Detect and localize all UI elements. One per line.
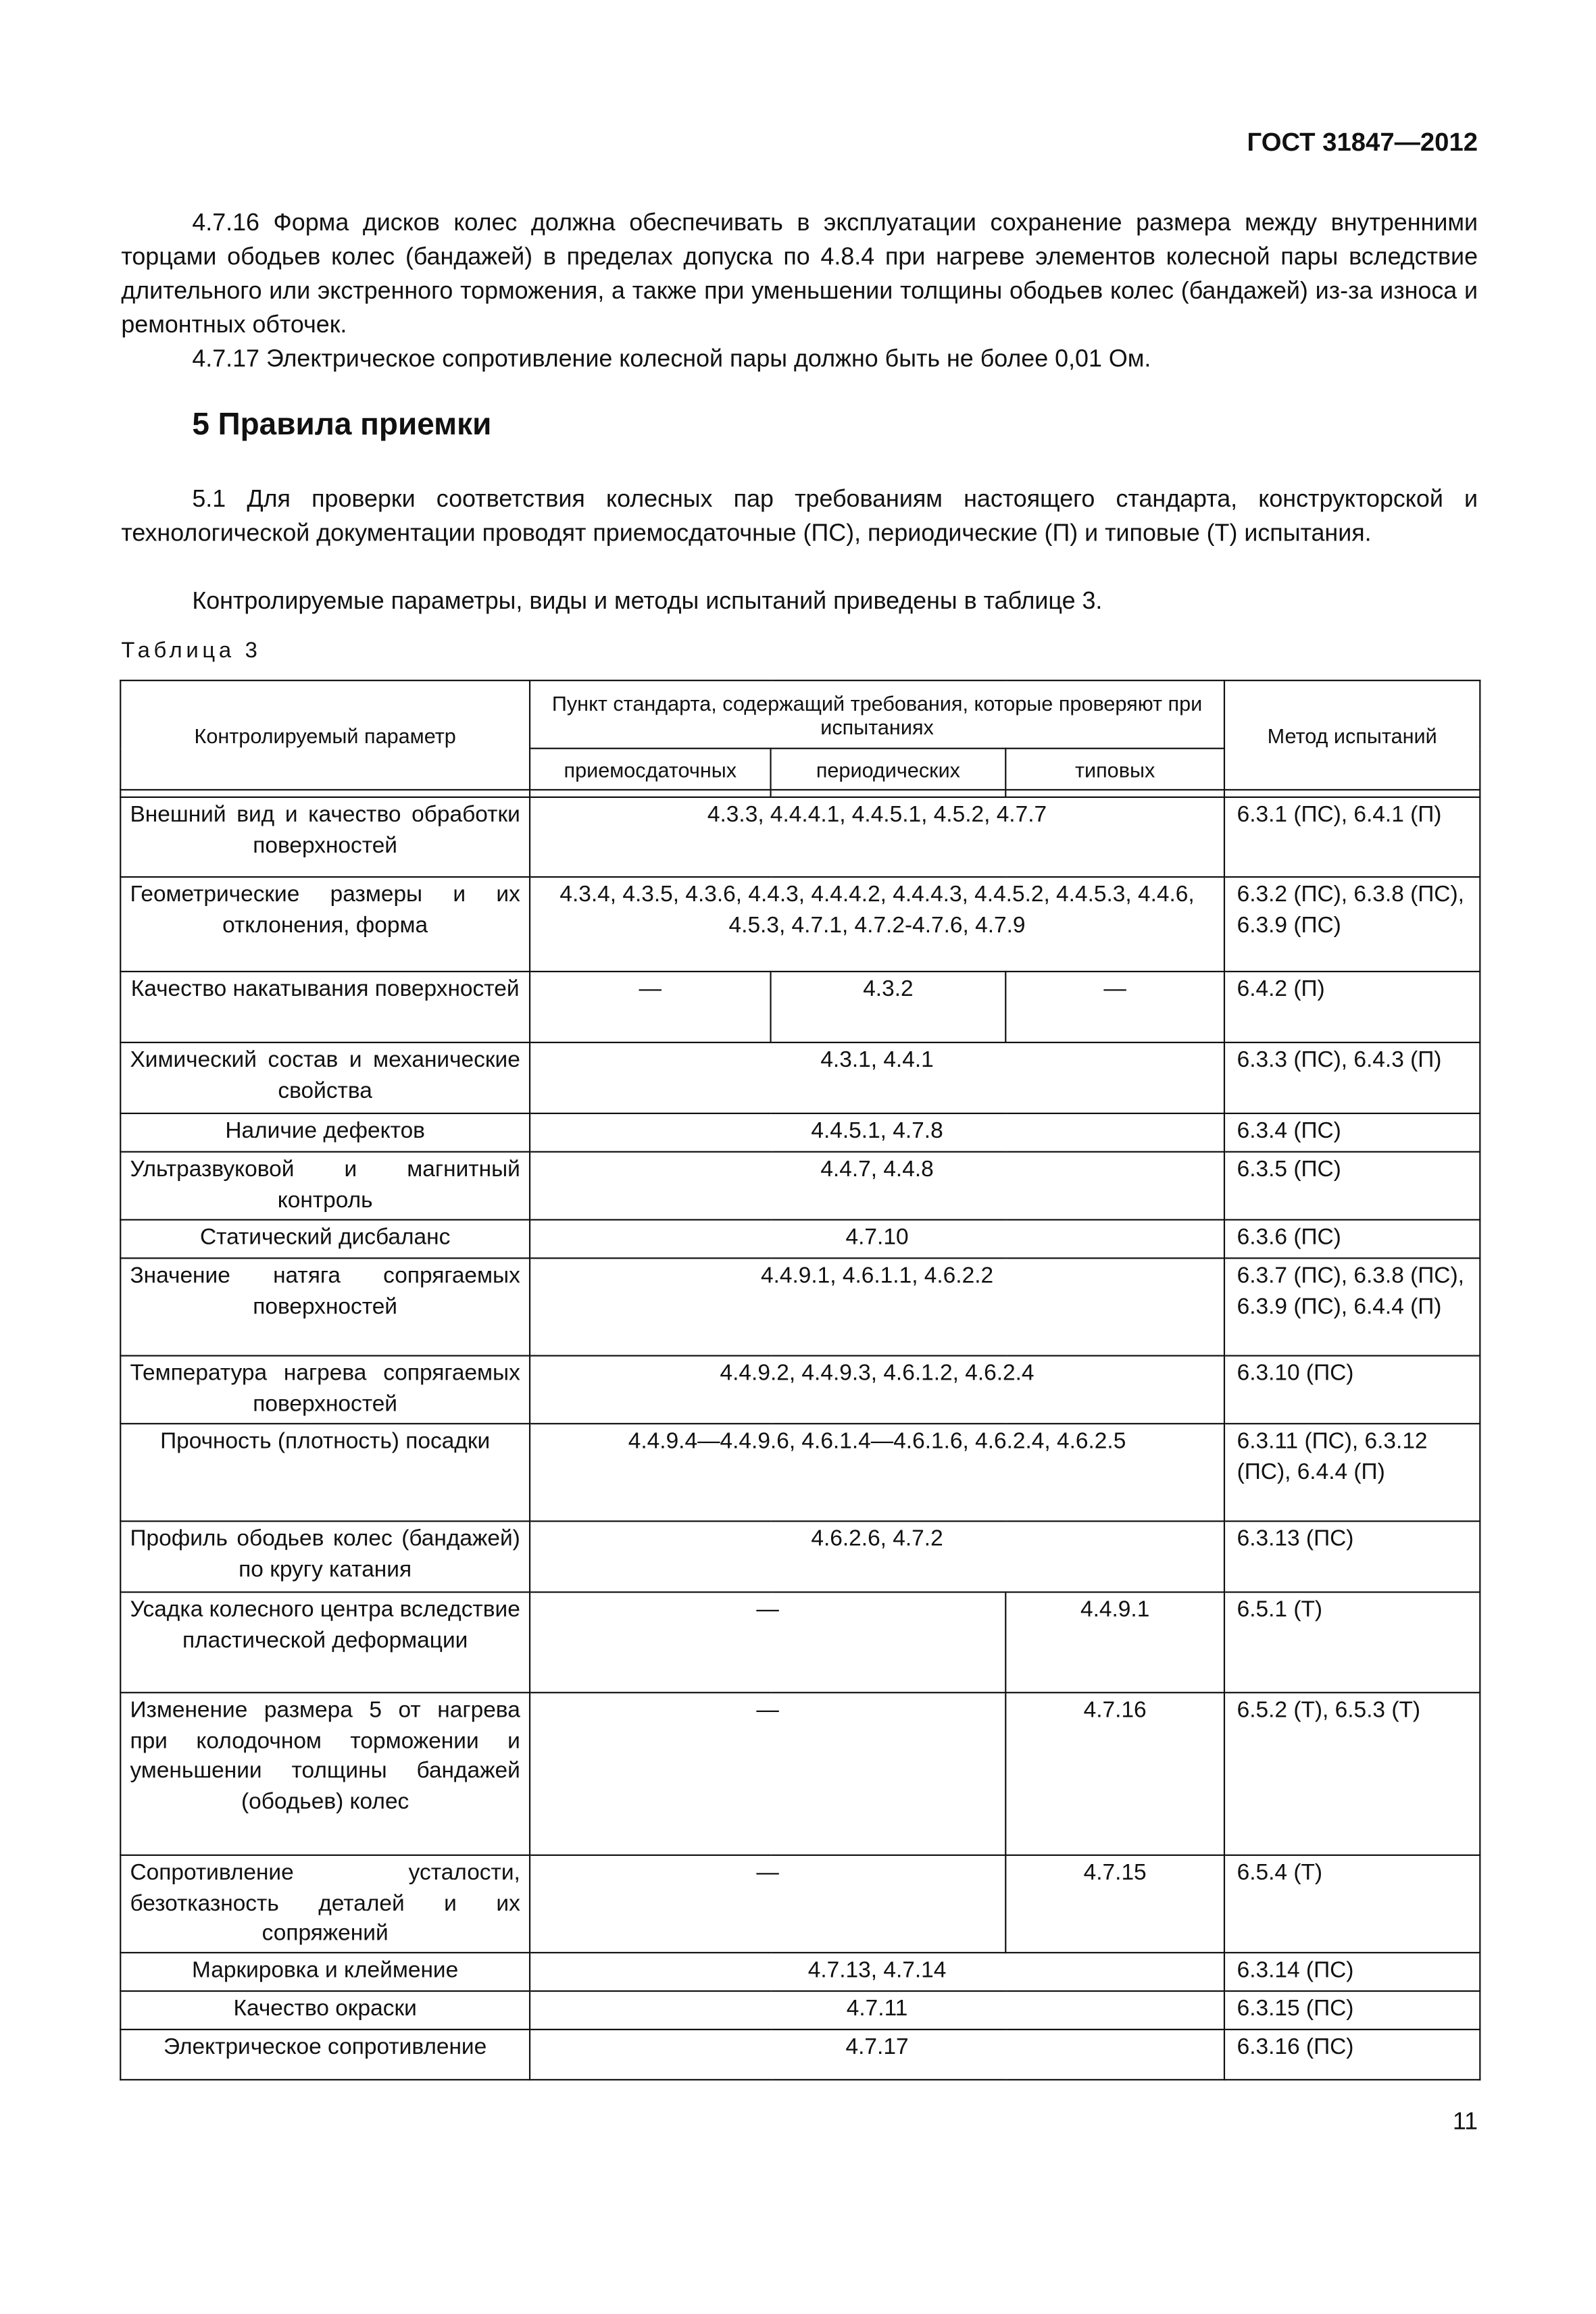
table-row xyxy=(120,972,1480,1042)
table-row xyxy=(120,797,1480,877)
clause-cell: 4.3.1, 4.4.1 xyxy=(530,1042,1224,1113)
section-title: 5 Правила приемки xyxy=(192,407,492,442)
clause-cell: 4.3.4, 4.3.5, 4.3.6, 4.4.3, 4.4.4.2, 4.4.4.3, 4.4.5.2, 4.4.5.3, 4.4.6, 4.5.3, 4.7.1, 4.7.2-4.7.6, 4.7.9 xyxy=(530,877,1224,972)
param-cell: Температура нагрева сопрягаемых поверхностей xyxy=(120,1356,530,1424)
method-cell: 6.3.5 (ПС) xyxy=(1224,1152,1480,1220)
header-param: Контролируемый параметр xyxy=(120,680,530,790)
spacer-cell xyxy=(530,790,770,797)
acceptance-cell: — xyxy=(530,972,770,1042)
method-cell: 6.3.13 (ПС) xyxy=(1224,1521,1480,1592)
table-row xyxy=(120,1356,1480,1424)
table-row xyxy=(120,1042,1480,1113)
method-cell: 6.3.4 (ПС) xyxy=(1224,1113,1480,1152)
clause-cell: 4.7.13, 4.7.14 xyxy=(530,1953,1224,1991)
table-row xyxy=(120,1424,1480,1521)
table-row xyxy=(120,1692,1480,1855)
method-cell: 6.3.3 (ПС), 6.4.3 (П) xyxy=(1224,1042,1480,1113)
clause-cell: 4.4.5.1, 4.7.8 xyxy=(530,1113,1224,1152)
param-cell: Изменение размера 5 от нагрева при колодочном торможении и уменьшении толщины бандажей (ободьев) колес xyxy=(120,1692,530,1855)
periodic-cell: 4.3.2 xyxy=(771,972,1006,1042)
type-cell: 4.7.15 xyxy=(1005,1855,1224,1953)
param-cell: Прочность (плотность) посадки xyxy=(120,1424,530,1521)
clause-cell: 4.7.11 xyxy=(530,1991,1224,2030)
method-cell: 6.5.4 (Т) xyxy=(1224,1855,1480,1953)
param-cell: Химический состав и механические свойства xyxy=(120,1042,530,1113)
header-periodic: периодических xyxy=(771,749,1006,790)
method-cell: 6.3.16 (ПС) xyxy=(1224,2030,1480,2080)
spacer-cell xyxy=(771,790,1006,797)
type-cell: 4.7.16 xyxy=(1005,1692,1224,1855)
method-cell: 6.3.10 (ПС) xyxy=(1224,1356,1480,1424)
param-cell: Профиль ободьев колес (бандажей) по кругу катания xyxy=(120,1521,530,1592)
header-method: Метод испытаний xyxy=(1224,680,1480,790)
acceptance-periodic-cell: — xyxy=(530,1855,1005,1953)
spacer-cell xyxy=(1224,790,1480,797)
method-cell: 6.3.7 (ПС), 6.3.8 (ПС), 6.3.9 (ПС), 6.4.4 (П) xyxy=(1224,1258,1480,1355)
document-header-id: ГОСТ 31847—2012 xyxy=(1247,127,1478,157)
table-row xyxy=(120,1991,1480,2030)
param-cell: Электрическое сопротивление xyxy=(120,2030,530,2080)
table-spacer-row xyxy=(120,790,1480,797)
method-cell: 6.3.2 (ПС), 6.3.8 (ПС), 6.3.9 (ПС) xyxy=(1224,877,1480,972)
header-type: типовых xyxy=(1005,749,1224,790)
param-cell: Значение натяга сопрягаемых поверхностей xyxy=(120,1258,530,1355)
clause-cell: 4.4.9.1, 4.6.1.1, 4.6.2.2 xyxy=(530,1258,1224,1355)
table-row xyxy=(120,1113,1480,1152)
header-acceptance: приемосдаточных xyxy=(530,749,770,790)
param-cell: Внешний вид и качество обработки поверхностей xyxy=(120,797,530,877)
spacer-cell xyxy=(120,790,530,797)
paragraph-4-7-16: 4.7.16 Форма дисков колес должна обеспечивать в эксплуатации сохранение размера между внутренними торцами ободьев колес (бандажей) в пределах допуска по 4.8.4 при нагреве элементов колесной пары вследствие длительного или экстренного торможения, а также при уменьшении толщины ободьев колес (бандажей) из-за износа и ремонтных обточек. xyxy=(121,209,1478,338)
method-cell: 6.5.2 (Т), 6.5.3 (Т) xyxy=(1224,1692,1480,1855)
clause-cell: 4.7.10 xyxy=(530,1219,1224,1258)
param-cell: Статический дисбаланс xyxy=(120,1219,530,1258)
method-cell: 6.3.11 (ПС), 6.3.12 (ПС), 6.4.4 (П) xyxy=(1224,1424,1480,1521)
paragraph-table-reference: Контролируемые параметры, виды и методы испытаний приведены в таблице 3. xyxy=(192,588,1103,615)
page-number: 11 xyxy=(1452,2108,1478,2136)
table-row xyxy=(120,1953,1480,1991)
param-cell: Геометрические размеры и их отклонения, форма xyxy=(120,877,530,972)
clause-cell: 4.3.3, 4.4.4.1, 4.4.5.1, 4.5.2, 4.7.7 xyxy=(530,797,1224,877)
table-row xyxy=(120,2030,1480,2080)
type-cell: 4.4.9.1 xyxy=(1005,1592,1224,1693)
method-cell: 6.3.1 (ПС), 6.4.1 (П) xyxy=(1224,797,1480,877)
table-row xyxy=(120,1258,1480,1355)
method-cell: 6.3.15 (ПС) xyxy=(1224,1991,1480,2030)
clause-cell: 4.7.17 xyxy=(530,2030,1224,2080)
method-cell: 6.5.1 (Т) xyxy=(1224,1592,1480,1693)
paragraph-5-1: 5.1 Для проверки соответствия колесных пар требованиям настоящего стандарта, конструкторской и технологической документации проводят приемосдаточные (ПС), периодические (П) и типовые (Т) испытания. xyxy=(121,486,1478,547)
spacer-cell xyxy=(1005,790,1224,797)
header-clause: Пункт стандарта, содержащий требования, которые проверяют при испытаниях xyxy=(530,680,1224,749)
table-row xyxy=(120,877,1480,972)
table-row xyxy=(120,1521,1480,1592)
param-cell: Усадка колесного центра вследствие пластической деформации xyxy=(120,1592,530,1693)
acceptance-periodic-cell: — xyxy=(530,1692,1005,1855)
table-row xyxy=(120,1855,1480,1953)
clause-cell: 4.6.2.6, 4.7.2 xyxy=(530,1521,1224,1592)
table-caption: Таблица 3 xyxy=(121,638,261,663)
param-cell: Наличие дефектов xyxy=(120,1113,530,1152)
param-cell: Ультразвуковой и магнитный контроль xyxy=(120,1152,530,1220)
method-cell: 6.4.2 (П) xyxy=(1224,972,1480,1042)
param-cell: Качество накатывания поверхностей xyxy=(120,972,530,1042)
method-cell: 6.3.6 (ПС) xyxy=(1224,1219,1480,1258)
table-3 xyxy=(120,680,1480,2080)
table-row xyxy=(120,1592,1480,1693)
acceptance-periodic-cell: — xyxy=(530,1592,1005,1693)
param-cell: Сопротивление усталости, безотказность деталей и их сопряжений xyxy=(120,1855,530,1953)
clause-cell: 4.4.9.2, 4.4.9.3, 4.6.1.2, 4.6.2.4 xyxy=(530,1356,1224,1424)
paragraph-4-7-17: 4.7.17 Электрическое сопротивление колесной пары должно быть не более 0,01 Ом. xyxy=(192,345,1151,373)
table-row xyxy=(120,1219,1480,1258)
param-cell: Качество окраски xyxy=(120,1991,530,2030)
clause-cell: 4.4.9.4—4.4.9.6, 4.6.1.4—4.6.1.6, 4.6.2.4, 4.6.2.5 xyxy=(530,1424,1224,1521)
param-cell: Маркировка и клеймение xyxy=(120,1953,530,1991)
table-row xyxy=(120,1152,1480,1220)
method-cell: 6.3.14 (ПС) xyxy=(1224,1953,1480,1991)
clause-cell: 4.4.7, 4.4.8 xyxy=(530,1152,1224,1220)
type-cell: — xyxy=(1005,972,1224,1042)
